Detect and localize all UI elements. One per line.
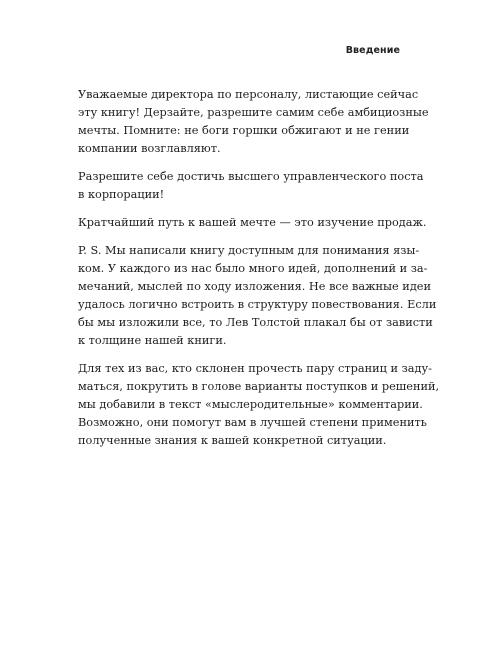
text-line: маться, покрутить в голове варианты поступков и решений, (78, 380, 440, 393)
text-line: Кратчайший путь к вашей мечте — это изучение продаж. (78, 216, 427, 229)
text-line: полученные знания к вашей конкретной ситуации. (78, 434, 387, 447)
paragraph-appeal (78, 86, 429, 158)
text-line: компании возглавляют. (78, 142, 221, 155)
text-line: P. S. Мы написали книгу доступным для понимания язы- (78, 244, 420, 257)
text-line: ком. У каждого из нас было много идей, дополнений и за- (78, 262, 428, 275)
text-line: Для тех из вас, кто склонен прочесть пару страниц и заду- (78, 362, 432, 375)
text-line: удалось логично встроить в структуру повествования. Если (78, 298, 437, 311)
text-line: мечты. Помните: не боги горшки обжигают и не гении (78, 124, 410, 137)
running-header: Введение (345, 45, 400, 56)
text-line: мы добавили в текст «мыслеродительные» комментарии. (78, 398, 423, 411)
text-line: Возможно, они помогут вам в лучшей степени применить (78, 416, 427, 429)
text-line: в корпорации! (78, 188, 165, 201)
text-line: бы мы изложили все, то Лев Толстой плакал бы от зависти (78, 316, 433, 329)
page-body (78, 86, 440, 460)
paragraph-permission (78, 168, 424, 204)
paragraph-shortest-path (78, 214, 427, 232)
paragraph-comments (78, 360, 440, 450)
text-line: эту книгу! Дерзайте, разрешите самим себе амбициозные (78, 106, 429, 119)
text-line: Уважаемые директора по персоналу, листающие сейчас (78, 88, 419, 101)
text-line: к толщине нашей книги. (78, 334, 227, 347)
paragraph-postscript (78, 242, 437, 350)
text-line: Разрешите себе достичь высшего управленческого поста (78, 170, 424, 183)
text-line: мечаний, мыслей по ходу изложения. Не все важные идеи (78, 280, 432, 293)
